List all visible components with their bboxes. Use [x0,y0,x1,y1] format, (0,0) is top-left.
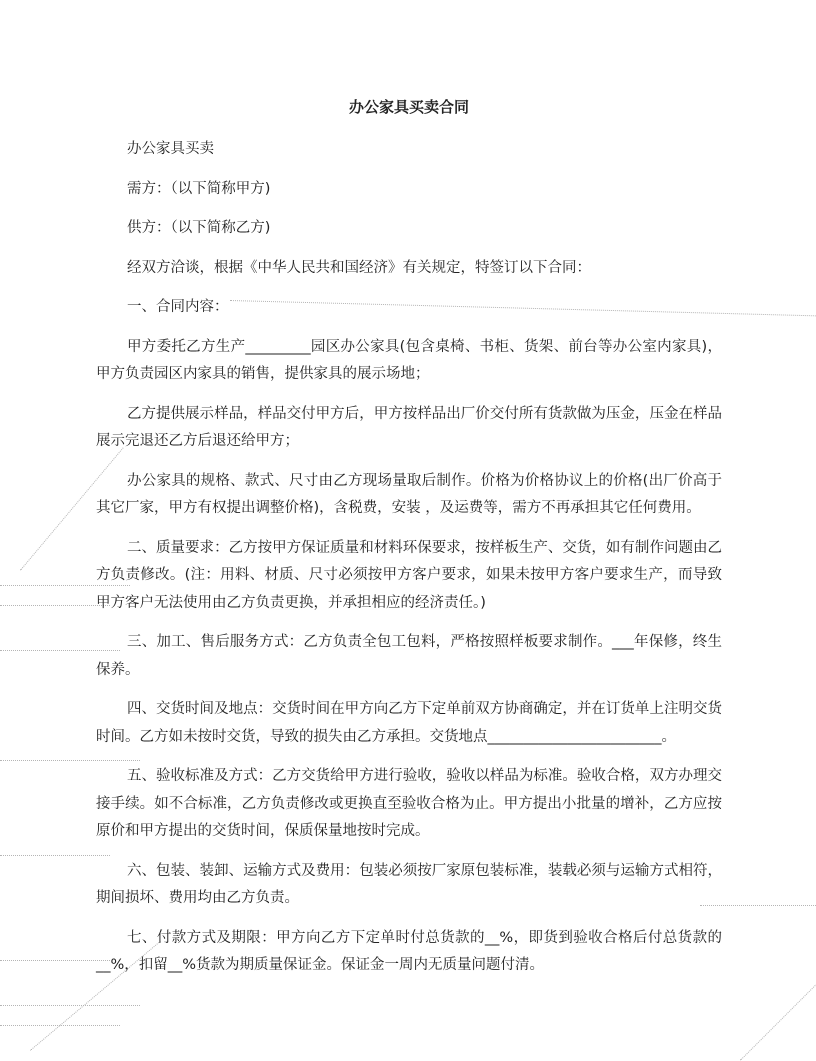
section-1-heading: 一、合同内容： [127,299,229,315]
dotted-line-decoration [0,855,110,856]
dotted-line-decoration [740,961,816,1061]
dotted-line-decoration [0,1025,120,1026]
dotted-line-decoration [0,1005,140,1006]
section-2-quality: 二、质量要求：乙方按甲方保证质量和材料环保要求，按样板生产、交货，如有制作问题由乙方负责修改。(注：用料、材质、尺寸必须按甲方客户要求，如果未按甲方客户要求生产，而导致甲方客户无法使用由乙方负责更换，并承担相应的经济责任。) [96,539,722,611]
paragraph-preamble: 经双方洽谈，根据《中华人民共和国经济》有关规定，特签订以下合同： [127,259,591,276]
dotted-line-decoration [0,605,110,606]
section-5-acceptance: 五、验收标准及方式：乙方交货给甲方进行验收，验收以样品为标准。验收合格，双方办理交接手续。如不合标准，乙方负责修改或更换直至验收合格为止。甲方提出小批量的增补，乙方应按原价和甲方提出的交货时间，保质保量地按时完成。 [96,768,722,839]
contract-document [96,94,722,992]
section-6-packaging: 六、包装、装卸、运输方式及费用：包装必须按厂家原包装标准，装载必须与运输方式相符，期间损坏、费用均由乙方负责。 [96,862,722,906]
section-7-payment: 七、付款方式及期限：甲方向乙方下定单时付总货款的__%，即货到验收合格后付总货款的__%，扣留__%货款为期质量保证金。保证金一周内无质量问题付清。 [96,929,722,973]
dotted-line-decoration [0,960,110,961]
section-1-item-1: 甲方委托乙方生产_________园区办公家具(包含桌椅、书柜、货架、前台等办公室内家具)，甲方负责园区内家具的销售，提供家具的展示场地； [96,338,722,382]
paragraph-supplier: 供方：（以下简称乙方) [127,220,271,236]
document-title: 办公家具买卖合同 [348,98,469,116]
section-4-delivery: 四、交货时间及地点：交货时间在甲方向乙方下定单前双方协商确定，并在订货单上注明交货时间。乙方如未按时交货，导致的损失由乙方承担。交货地点________________________。 [96,701,722,745]
section-1-item-3: 办公家具的规格、款式、尺寸由乙方现场量取后制作。价格为价格协议上的价格(出厂价高于其它厂家，甲方有权提出调整价格)，含税费，安装 ，及运费等，需方不再承担其它任何费用。 [96,472,722,516]
paragraph-subject: 办公家具买卖 [127,141,214,157]
section-3-service: 三、加工、售后服务方式：乙方负责全包工包料，严格按照样板要求制作。___年保修，终生保养。 [96,634,722,678]
section-1-item-2: 乙方提供展示样品，样品交付甲方后，甲方按样品出厂价交付所有货款做为压金，压金在样品展示完退还乙方后退还给甲方； [96,405,722,449]
paragraph-buyer: 需方：（以下简称甲方) [127,180,271,197]
